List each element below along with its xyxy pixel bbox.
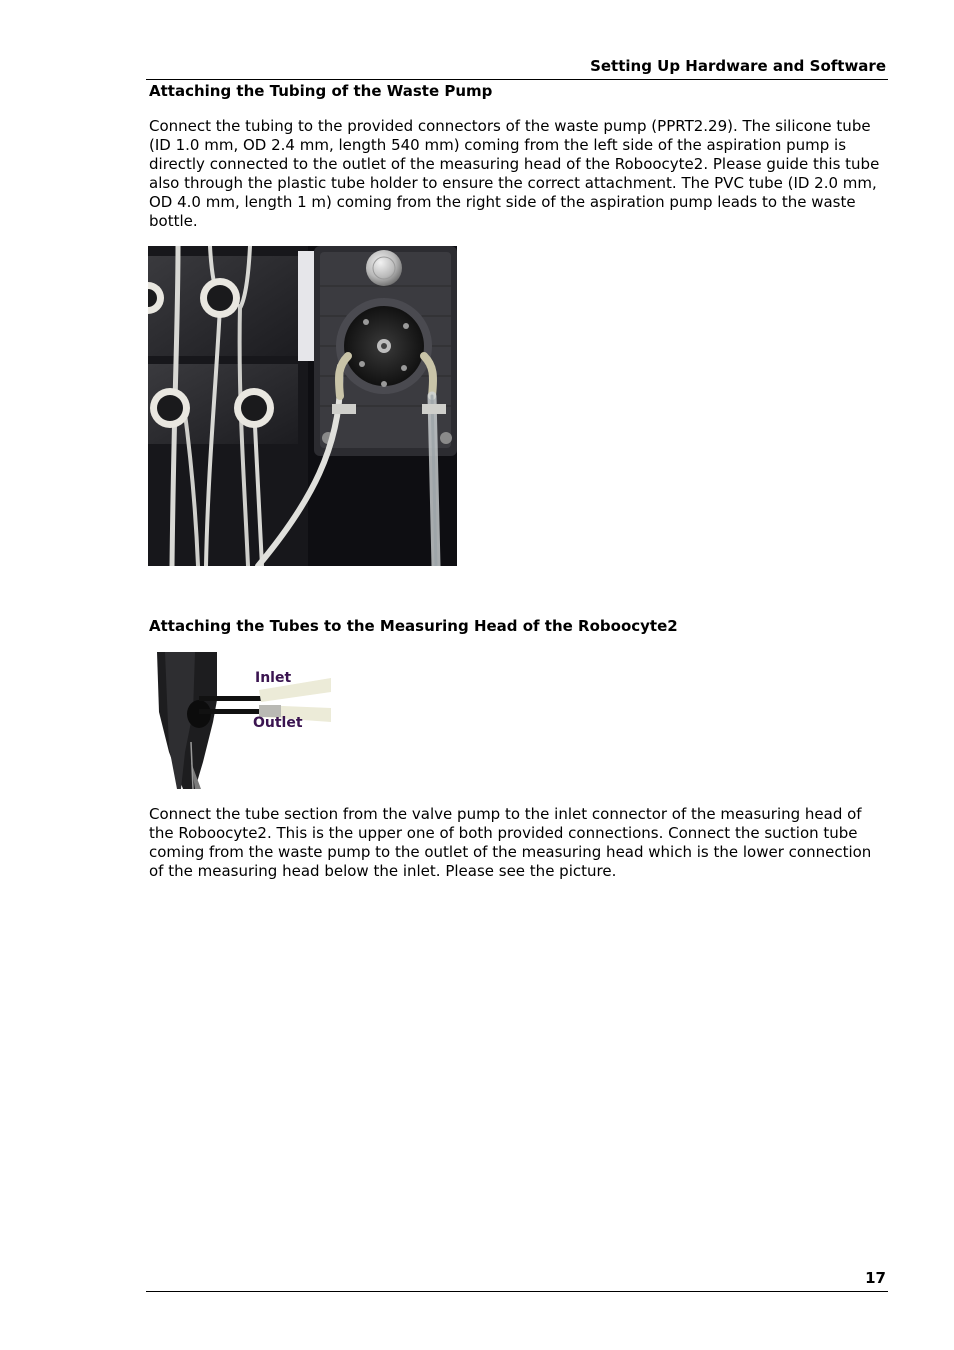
paragraph-waste-pump: Connect the tubing to the provided connectors of the waste pump (PPRT2.29). The silicone tube (ID 1.0 mm, OD 2.4 mm, length 540 mm) coming from the left side of the aspiration pump is directly connected to the outlet of the measuring head of the Roboocyte2. Please guide this tube also through the plastic tube holder to ensure the correct attachment. The PVC tube (ID 2.0 mm, OD 4.0 mm, length 1 m) coming from the right side of the aspiration pump leads to the waste bottle. bbox=[149, 117, 880, 230]
section-heading-measuring-head: Attaching the Tubes to the Measuring Head of the Roboocyte2 bbox=[149, 617, 678, 635]
outlet-label: Outlet bbox=[253, 715, 303, 731]
page-number: 17 bbox=[865, 1269, 886, 1287]
paragraph-measuring-head: Connect the tube section from the valve pump to the inlet connector of the measuring head of the Roboocyte2. This is the upper one of both provided connections. Connect the suction tube coming from the waste pump to the outlet of the measuring head which is the lower connection of the measuring head below the inlet. Please see the picture. bbox=[149, 805, 872, 880]
section-heading-waste-pump: Attaching the Tubing of the Waste Pump bbox=[149, 82, 493, 100]
waste-pump-photo bbox=[148, 246, 457, 566]
measuring-head-photo bbox=[155, 652, 331, 789]
running-footer bbox=[146, 1266, 888, 1292]
running-header bbox=[146, 56, 888, 80]
inlet-label: Inlet bbox=[255, 670, 292, 686]
header-section-title: Setting Up Hardware and Software bbox=[590, 57, 886, 75]
